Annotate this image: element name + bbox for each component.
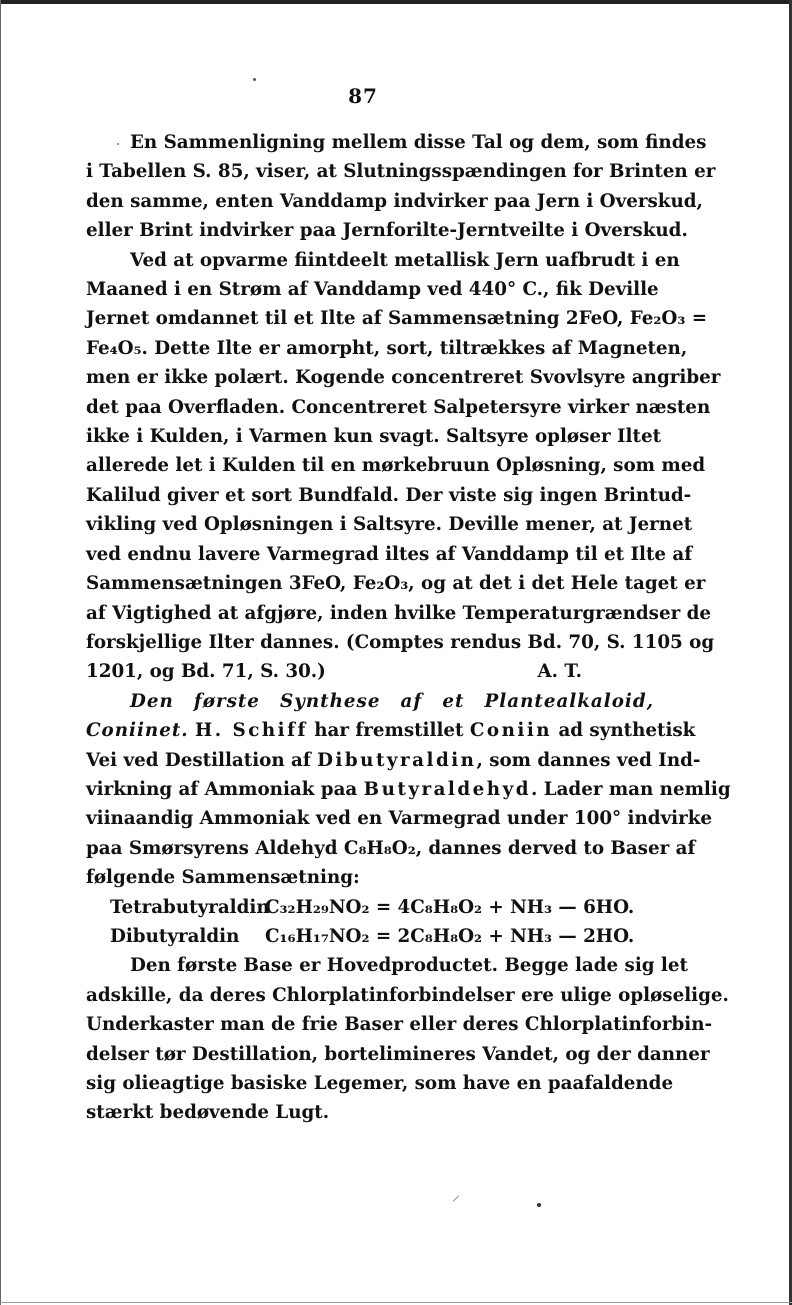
page-number: 87 [348,84,378,108]
print-speck [453,1195,459,1201]
text-line: Underkaster man de frie Baser eller deres Chlorplatinforbin- [86,1014,713,1036]
formula-compound-name: Tetrabutyraldin [110,896,270,918]
page-border-left [0,0,1,1305]
text-line: paa Smørsyrens Aldehyd C₈H₈O₂, dannes derved to Baser af [86,837,696,859]
text-fragment: virkning af Ammoniak paa [86,778,358,800]
text-line-with-signature [86,657,654,686]
text-fragment: , som dannes ved Ind- [476,749,701,771]
text-line: stærkt bedøvende Lugt. [86,1102,330,1124]
text-line: følgende Sammensætning: [86,867,360,889]
paragraph-2 [86,246,721,687]
page-border-top [0,0,792,4]
text-line: eller Brint indvirker paa Jernforilte-Jerntveilte i Overskud. [86,220,688,242]
text-line: ikke i Kulden, i Varmen kun svagt. Saltsyre opløser Iltet [86,426,662,448]
formulas [86,893,654,952]
text-line [86,716,696,745]
section-heading [86,687,654,716]
formula-equation: C₃₂H₂₉NO₂ = 4C₈H₈O₂ + NH₃ — 6HO. [265,896,635,918]
text-line: men er ikke polært. Kogende concentreret Svovlsyre angriber [86,367,721,389]
text-line: Ved at opvarme fiintdeelt metallisk Jern uafbrudt i en [130,249,680,271]
text-line: Den første Base er Hovedproductet. Begge lade sig let [130,955,688,977]
text-line: En Sammenligning mellem disse Tal og dem, som findes [130,132,707,153]
text-line: Kalilud giver et sort Bundfald. Der viste sig ingen Brintud- [86,484,692,506]
formula-line [86,893,654,922]
emphasized-term: Dibutyraldin [317,749,477,771]
emphasized-term: Butyraldehyd [363,778,531,800]
text-line: ved endnu lavere Varmegrad iltes af Vanddamp til et Ilte af [86,543,693,565]
text-fragment: Vei ved Destillation af [86,749,311,771]
author-name: H. Schiff [195,720,308,742]
formula-line [86,922,654,951]
print-speck [253,78,256,81]
text-fragment: ad synthetisk [558,720,696,742]
text-line: Maaned i en Strøm af Vanddamp ved 440° C., fik Deville [86,279,659,301]
paragraph-1 [86,128,716,246]
text-line [86,775,731,804]
paragraph-3 [86,687,731,893]
page-body [86,128,731,1128]
text-line: Sammensætningen 3FeO, Fe₂O₃, og at det i det Hele taget er [86,573,706,595]
text-line: forskjellige Ilter dannes. (Comptes rendus Bd. 70, S. 1105 og [86,631,715,653]
text-line: af Vigtighed at afgjøre, inden hvilke Temperaturgrændser de [86,602,712,624]
paragraph-4 [86,951,729,1127]
print-speck [537,1203,541,1207]
text-line: 1201, og Bd. 71, S. 30.) [86,661,326,683]
text-line: i Tabellen S. 85, viser, at Slutningsspændingen for Brinten er [86,161,716,183]
formula-compound-name: Dibutyraldin [110,925,240,947]
text-line: adskille, da deres Chlorplatinforbindelser ere ulige opløselige. [86,984,729,1006]
text-fragment: har fremstillet [314,720,464,742]
text-line: det paa Overfladen. Concentreret Salpetersyre virker næsten [86,396,711,418]
text-fragment: . Lader man nemlig [530,778,731,800]
author-signature: A. T. [537,661,582,683]
text-line: vikling ved Opløsningen i Saltsyre. Deville mener, at Jernet [86,514,693,536]
text-line: Jernet omdannet til et Ilte af Sammensætning 2FeO, Fe₂O₃ = [86,308,708,330]
emphasized-term: Coniin [469,720,553,742]
formula-equation: C₁₆H₁₇NO₂ = 2C₈H₈O₂ + NH₃ — 2HO. [265,925,635,947]
text-line: viinaandig Ammoniak ved en Varmegrad under 100° indvirke [86,808,713,830]
text-line: Fe₄O₅. Dette Ilte er amorpht, sort, tiltrækkes af Magneten, [86,337,688,359]
text-line: sig olieagtige basiske Legemer, som have en paafaldende [86,1073,674,1094]
page-border-bottom [0,1302,792,1303]
section-title-continued: Coniinet. [86,720,189,742]
text-line: allerede let i Kulden til en mørkebruun Opløsning, som med [86,455,706,477]
section-title: Den første Synthese af et Plantealkaloid, [130,690,654,712]
text-line [86,746,701,775]
text-line: delser tør Destillation, bortelimineres Vandet, og der danner [86,1043,710,1065]
text-line: den samme, enten Vanddamp indvirker paa Jern i Overskud, [86,190,703,212]
